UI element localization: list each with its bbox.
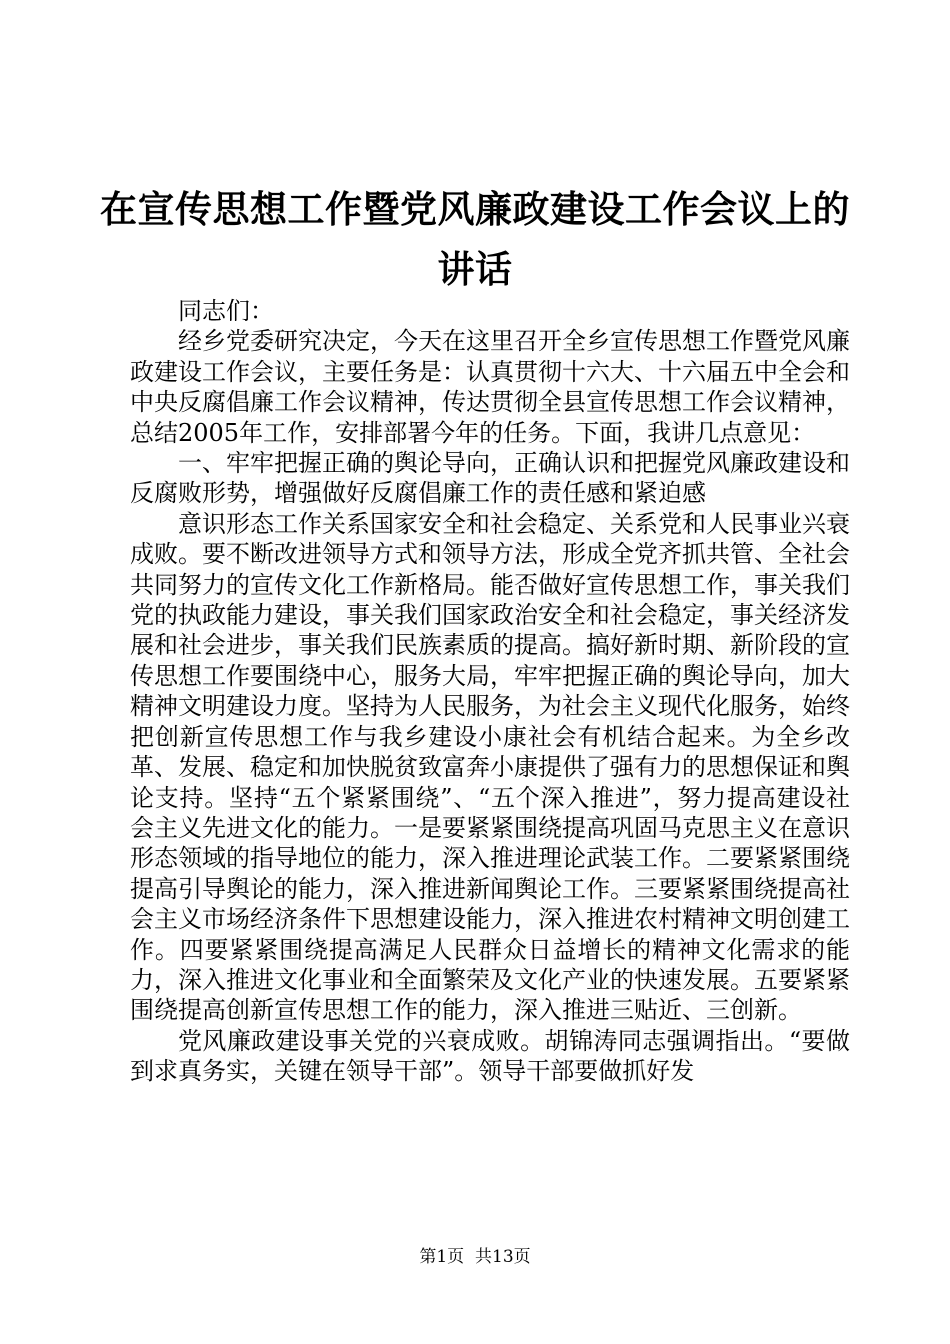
- page-total: 共13页: [475, 1247, 531, 1267]
- body-paragraph: 意识形态工作关系国家安全和社会稳定、关系党和人民事业兴衰成败。要不断改进领导方式和领导方法，形成全党齐抓共管、全社会共同努力的宣传文化工作新格局。能否做好宣传思想工作，事关我们党的执政能力建设，事关我们国家政治安全和社会稳定，事关经济发展和社会进步，事关我们民族素质的提高。搞好新时期、新阶段的宣传思想工作要围绕中心，服务大局，牢牢把握正确的舆论导向，加大精神文明建设力度。坚持为人民服务，为社会主义现代化服务，始终把创新宣传思想工作与我乡建设小康社会有机结合起来。为全乡改革、发展、稳定和加快脱贫致富奔小康提供了强有力的思想保证和舆论支持。坚持“五个紧紧围绕”、“五个深入推进”，努力提高建设社会主义先进文化的能力。一是要紧紧围绕提高巩固马克思主义在意识形态领域的指导地位的能力，深入推进理论武装工作。二要紧紧围绕提高引导舆论的能力，深入推进新闻舆论工作。三要紧紧围绕提高社会主义市场经济条件下思想建设能力，深入推进农村精神文明创建工作。四要紧紧围绕提高满足人民群众日益增长的精神文化需求的能力，深入推进文化事业和全面繁荣及文化产业的快速发展。五要紧紧围绕提高创新宣传思想工作的能力，深入推进三贴近、三创新。: [130, 509, 850, 1025]
- footer-separator: [464, 1247, 475, 1267]
- page-footer: [0, 1245, 950, 1269]
- document-body: [130, 296, 850, 1087]
- intro-paragraph: 经乡党委研究决定，今天在这里召开全乡宣传思想工作暨党风廉政建设工作会议，主要任务是：认真贯彻十六大、十六届五中全会和中央反腐倡廉工作会议精神，传达贯彻全县宣传思想工作会议精神，总结2005年工作，安排部署今年的任务。下面，我讲几点意见：: [130, 327, 850, 447]
- document-title: 在宣传思想工作暨党风廉政建设工作会议上的讲话: [100, 188, 850, 291]
- body-paragraph: 党风廉政建设事关党的兴衰成败。胡锦涛同志强调指出。“要做到求真务实，关键在领导干部”。领导干部要做抓好发: [130, 1026, 850, 1086]
- salutation-paragraph: 同志们：: [178, 297, 274, 325]
- section-heading-paragraph: 一、牢牢把握正确的舆论导向，正确认识和把握党风廉政建设和反腐败形势，增强做好反腐倡廉工作的责任感和紧迫感: [130, 449, 850, 508]
- page-number: 第1页: [419, 1247, 465, 1267]
